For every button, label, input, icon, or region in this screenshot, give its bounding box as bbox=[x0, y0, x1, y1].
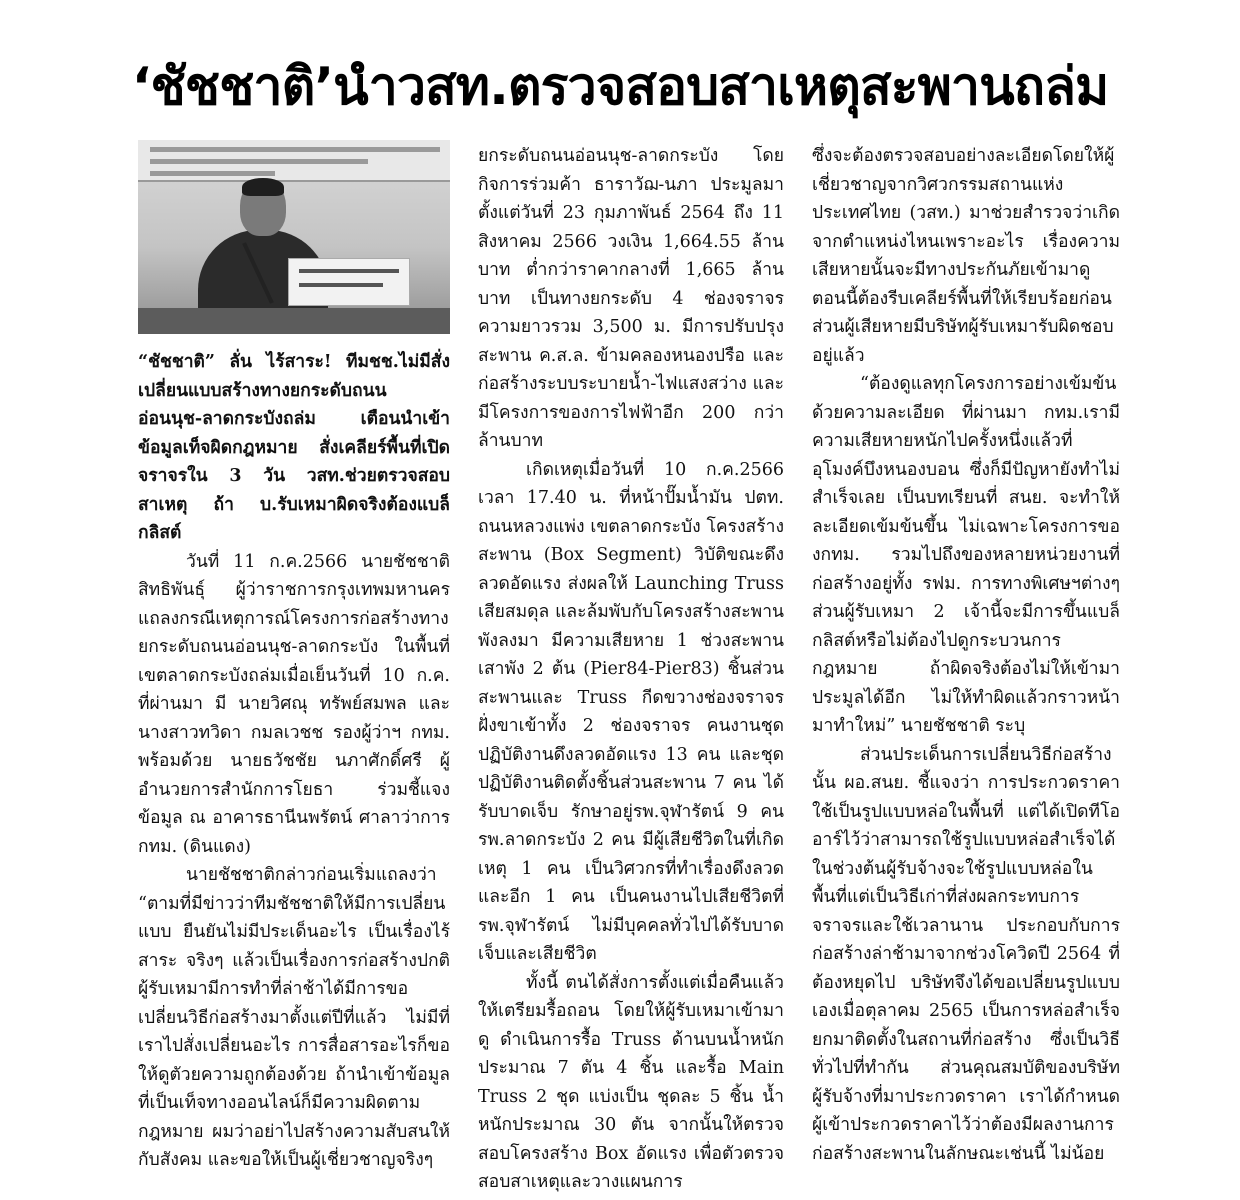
paragraph: ยกระดับถนนอ่อนนุช-ลาดกระบัง โดยกิจการร่วมค้า ธาราวัฌ-นภา ประมูลมาตั้งแต่วันที่ 23 กุมภาพันธ์ 2564 ถึง 11 สิงหาคม 2566 วงเงิน 1,664.55 ล้านบาท ต่ำกว่าราคากลางที่ 1,665 ล้านบาท เป็นทางยกระดับ 4 ช่องจราจร ความยาวรวม 3,500 ม. มีการปรับปรุงสะพาน ค.ส.ล. ข้ามคลองหนองปรือ และก่อสร้างระบบระบายน้ำ-ไฟแสงสว่าง และมีโครงการของการไฟฟ้าอีก 200 กว่าล้านบาท bbox=[478, 146, 784, 451]
photo-banner bbox=[138, 140, 450, 182]
nameplate bbox=[288, 258, 410, 306]
column-2 bbox=[478, 142, 784, 1200]
headline: ‘ชัชชาติ’นำวสท.ตรวจสอบสาเหตุสะพานถล่ม bbox=[131, 57, 1109, 117]
column-1 bbox=[138, 140, 450, 1200]
lead-paragraph: “ชัชชาติ” ลั่น ไร้สาระ! ทีมชช.ไม่มีสั่งเปลี่ยนแบบสร้างทางยกระดับถนนอ่อนนุช-ลาดกระบังถล่ม เตือนนำเข้าข้อมูลเท็จผิดกฎหมาย สั่งเคลียร์พื้นที่เปิดจราจรใน 3 วัน วสท.ช่วยตรวจสอบสาเหตุ ถ้า บ.รับเหมาผิดจริงต้องแบล็กลิสต์ bbox=[138, 352, 450, 543]
table bbox=[138, 308, 450, 334]
paragraph: ส่วนประเด็นการเปลี่ยนวิธีก่อสร้างนั้น ผอ.สนย. ชี้แจงว่า การประกวดราคาใช้เป็นรูปแบบหล่อในพื้นที่ แต่ได้เปิดทีโออาร์ไว้ว่าสามารถใช้รูปแบบหล่อสำเร็จได้ ในช่วงต้นผู้รับจ้างจะใช้รูปแบบหล่อในพื้นที่แต่เป็นวิธีเก่าที่ส่งผลกระทบการจราจรและใช้เวลานาน ประกอบกับการก่อสร้างล่าช้ามาจากช่วงโควิดปี 2564 ที่ต้องหยุดไป บริษัทจึงได้ขอเปลี่ยนรูปแบบเองเมื่อตุลาคม 2565 เป็นการหล่อสำเร็จยกมาติดตั้งในสถานที่ก่อสร้าง ซึ่งเป็นวิธีทั่วไปที่ทำกัน ส่วนคุณสมบัติของบริษัทผู้รับจ้างที่มาประกวดราคา เราได้กำหนดผู้เข้าประกวดราคาไว้ว่าต้องมีผลงานการก่อสร้างสะพานในลักษณะเช่นนี้ ไม่น้อย bbox=[812, 744, 1120, 1164]
column-3 bbox=[812, 142, 1120, 1200]
paragraph: วันที่ 11 ก.ค.2566 นายชัชชาติ สิทธิพันธุ์ ผู้ว่าราชการกรุงเทพมหานคร แถลงกรณีเหตุการณ์โครงการก่อสร้างทางยกระดับถนนอ่อนนุช-ลาดกระบัง ในพื้นที่เขตลาดกระบังถล่มเมื่อเย็นวันที่ 10 ก.ค. ที่ผ่านมา มี นายวิศณุ ทรัพย์สมพล และนางสาวทวิดา กมลเวชช รองผู้ว่าฯ กทม. พร้อมด้วย นายธวัชชัย นภาศักดิ์ศรี ผู้อำนวยการสำนักการโยธา ร่วมชี้แจงข้อมูล ณ อาคารธานีนพรัตน์ ศาลาว่าการ กทม. (ดินแดง) bbox=[138, 551, 450, 857]
paragraph: “ต้องดูแลทุกโครงการอย่างเข้มข้นด้วยความละเอียด ที่ผ่านมา กทม.เรามีความเสียหายหนักไปครั้งหนึ่งแล้วที่อุโมงค์บึงหนองบอน ซึ่งก็มีปัญหายังทำไม่สำเร็จเลย เป็นบทเรียนที่ สนย. จะทำให้ละเอียดเข้มข้นขึ้น ไม่เฉพาะโครงการของกทม. รวมไปถึงของหลายหน่วยงานที่ก่อสร้างอยู่ทั้ง รฟม. การทางพิเศษฯต่างๆ ส่วนผู้รับเหมา 2 เจ้านี้จะมีการขึ้นแบล็กลิสต์หรือไม่ต้องไปดูกระบวนการกฎหมาย ถ้าผิดจริงต้องไม่ให้เข้ามาประมูลได้อีก ไม่ให้ทำผิดแล้วกราวหน้ามาทำใหม่” นายชัชชาติ ระบุ bbox=[812, 374, 1120, 736]
paragraph: ซึ่งจะต้องตรวจสอบอย่างละเอียดโดยให้ผู้เชี่ยวชาญจากวิศวกรรมสถานแห่งประเทศไทย (วสท.) มาช่วยสำรวจว่าเกิดจากตำแหน่งไหนเพราะอะไร เรื่องความเสียหายนั้นจะมีทางประกันภัยเข้ามาดู ตอนนี้ต้องรีบเคลียร์พื้นที่ให้เรียบร้อยก่อน ส่วนผู้เสียหายมีบริษัทผู้รับเหมารับผิดชอบอยู่แล้ว bbox=[812, 146, 1120, 366]
paragraph: นายชัชชาติกล่าวก่อนเริ่มแถลงว่า “ตามที่มีข่าวว่าทีมชัชชาติให้มีการเปลี่ยนแบบ ยืนยันไม่มีประเด็นอะไร เป็นเรื่องไร้สาระ จริงๆ แล้วเป็นเรื่องการก่อสร้างปกติ ผู้รับเหมามีการทำที่ล่าช้าได้มีการขอเปลี่ยนวิธีก่อสร้างมาตั้งแต่ปีที่แล้ว ไม่มีที่เราไปสั่งเปลี่ยนอะไร การสื่อสารอะไรก็ขอให้ดูตัวยความถูกต้องด้วย ถ้านำเข้าข้อมูลที่เป็นเท็จทางออนไลน์ก็มีความผิดตามกฎหมาย ผมว่าอย่าไปสร้างความสับสนให้กับสังคม และขอให้เป็นผู้เชี่ยวชาญจริงๆ bbox=[138, 865, 450, 1170]
press-conference-photo bbox=[138, 140, 450, 334]
paragraph: ทั้งนี้ ตนได้สั่งการตั้งแต่เมื่อคืนแล้วให้เตรียมรื้อถอน โดยให้ผู้รับเหมาเข้ามาดู ดำเนินการรื้อ Truss ด้านบนน้ำหนักประมาณ 7 ตัน 4 ชิ้น และรื้อ Main Truss 2 ชุด แบ่งเป็น ชุดละ 5 ชิ้น น้ำหนักประมาณ 30 ตัน จากนั้นให้ตรวจสอบโครงสร้าง Box อัดแรง เพื่อตัวตรวจสอบสาเหตุและวางแผนการ bbox=[478, 972, 784, 1192]
paragraph: เกิดเหตุเมื่อวันที่ 10 ก.ค.2566 เวลา 17.40 น. ที่หน้าปั๊มน้ำมัน ปตท. ถนนหลวงแพ่ง เขตลาดกระบัง โครงสร้างสะพาน (Box Segment) วิบัติขณะดึงลวดอัดแรง ส่งผลให้ Launching Truss เสียสมดุล และล้มพับกับโครงสร้างสะพานพังลงมา มีความเสียหาย 1 ช่วงสะพาน เสาพัง 2 ต้น (Pier84-Pier83) ชิ้นส่วนสะพานและ Truss กีดขวางช่องจราจรฝั่งขาเข้าทั้ง 2 ช่องจราจร คนงานชุดปฏิบัติงานดึงลวดอัดแรง 13 คน และชุดปฏิบัติงานติดตั้งชิ้นส่วนสะพาน 7 คน ได้รับบาดเจ็บ รักษาอยู่รพ.จุฬารัตน์ 9 คน รพ.ลาดกระบัง 2 คน มีผู้เสียชีวิตในที่เกิดเหตุ 1 คน เป็นวิศวกรที่ทำเรื่องดึงลวด และอีก 1 คน เป็นคนงานไปเสียชีวิตที่ รพ.จุฬารัตน์ ไม่มีบุคคลทั่วไปได้รับบาดเจ็บและเสียชีวิต bbox=[478, 459, 784, 964]
